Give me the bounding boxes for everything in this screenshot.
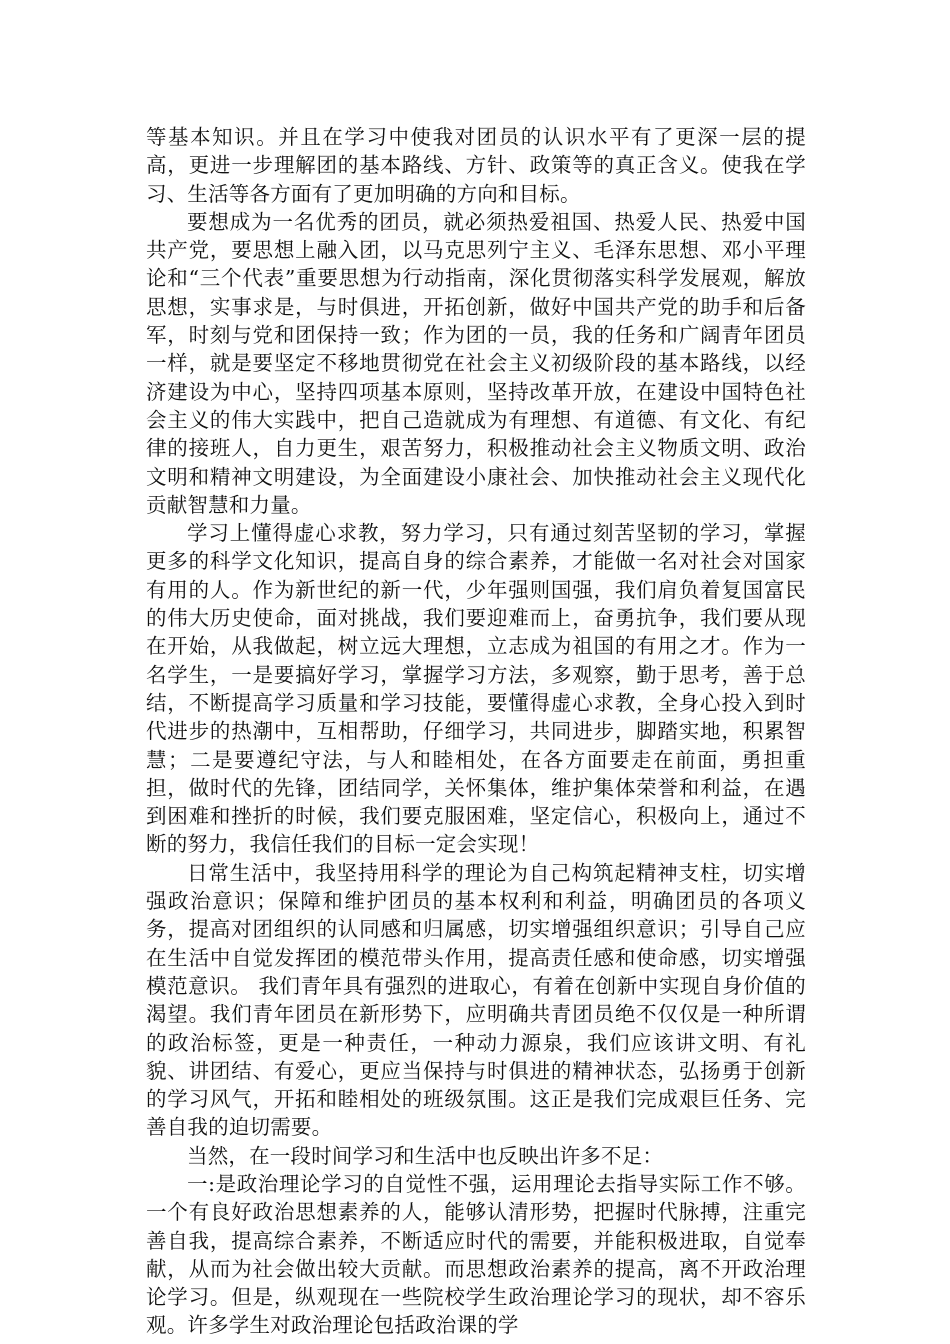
- paragraph-2: 要想成为一名优秀的团员，就必须热爱祖国、热爱人民、热爱中国共产党，要思想上融入团，以马克思列宁主义、毛泽东思想、邓小平理论和“三个代表”重要思想为行动指南，深化贯彻落实科学发展观，解放思想，实事求是，与时俱进，开拓创新，做好中国共产党的助手和后备军，时刻与党和团保持一致；作为团的一员，我的任务和广阔青年团员一样，就是要坚定不移地贯彻党在社会主义初级阶段的基本路线，以经济建设为中心，坚持四项基本原则，坚持改革开放，在建设中国特色社会主义的伟大实践中，把自己造就成为有理想、有道德、有文化、有纪律的接班人，自力更生，艰苦努力，积极推动社会主义物质文明、政治文明和精神文明建设，为全面建设小康社会、加快推动社会主义现代化贡献智慧和力量。: [146, 209, 806, 517]
- paragraph-1: 等基本知识。并且在学习中使我对团员的认识水平有了更深一层的提高，更进一步理解团的基本路线、方针、政策等的真正含义。使我在学习、生活等各方面有了更加明确的方向和目标。: [146, 125, 806, 206]
- document-page: [146, 123, 806, 1340]
- paragraph-6: 一:是政治理论学习的自觉性不强，运用理论去指导实际工作不够。一个有良好政治思想素养的人，能够认清形势，把握时代脉搏，注重完善自我，提高综合素养，不断适应时代的需要，并能积极进取，自觉奉献，从而为社会做出较大贡献。而思想政治素养的提高，离不开政治理论学习。但是，纵观现在一些院校学生政治理论学习的现状，却不容乐观。许多学生对政治理论包括政治课的学: [146, 1171, 806, 1338]
- paragraph-5: 当然，在一段时间学习和生活中也反映出许多不足：: [187, 1143, 664, 1168]
- paragraph-3: 学习上懂得虚心求教，努力学习，只有通过刻苦坚韧的学习，掌握更多的科学文化知识，提高自身的综合素养，才能做一名对社会对国家有用的人。作为新世纪的新一代，少年强则国强，我们肩负着复国富民的伟大历史使命，面对挑战，我们要迎难而上，奋勇抗争，我们要从现在开始，从我做起，树立远大理想，立志成为祖国的有用之才。作为一名学生，一是要搞好学习，掌握学习方法，多观察，勤于思考，善于总结，不断提高学习质量和学习技能，要懂得虚心求教，全身心投入到时代进步的热潮中，互相帮助，仔细学习，共同进步，脚踏实地，积累智慧；二是要遵纪守法，与人和睦相处，在各方面要走在前面，勇担重担，做时代的先锋，团结同学，关怀集体，维护集体荣誉和利益，在遇到困难和挫折的时候，我们要克服困难，坚定信心，积极向上，通过不断的努力，我信任我们的目标一定会实现！: [146, 521, 806, 857]
- paragraph-4: 日常生活中，我坚持用科学的理论为自己构筑起精神支柱，切实增强政治意识；保障和维护团员的基本权利和利益，明确团员的各项义务，提高对团组织的认同感和归属感，切实增强组织意识；引导自己应在生活中自觉发挥团的模范带头作用，提高责任感和使命感，切实增强模范意识。 我们青年具有强烈的进取心，有着在创新中实现自身价值的渴望。我们青年团员在新形势下，应明确共青团员绝不仅仅是一种所谓的政治标签，更是一种责任，一种动力源泉，我们应该讲文明、有礼貌、讲团结、有爱心，更应当保持与时俱进的精神状态，弘扬勇于创新的学习风气，开拓和睦相处的班级氛围。这正是我们完成艰巨任务、完善自我的迫切需要。: [146, 860, 806, 1140]
